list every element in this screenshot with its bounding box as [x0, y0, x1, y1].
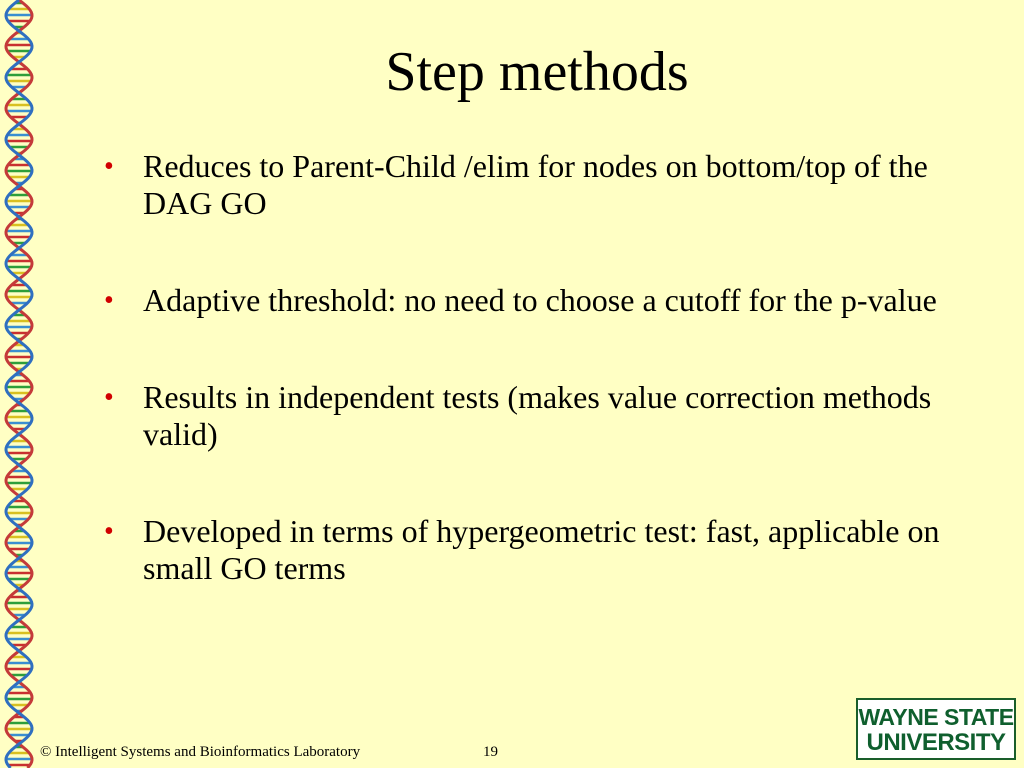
page-number: 19: [483, 744, 498, 760]
bullet-text: Results in independent tests (makes value correction methods valid): [143, 379, 932, 452]
bullet-item: [100, 282, 970, 319]
bullet-list: [100, 148, 970, 647]
slide-title: Step methods: [385, 41, 689, 103]
logo-line-1: WAYNE STATE: [858, 704, 1014, 730]
bullet-marker: •: [104, 285, 114, 316]
bullet-text: Developed in terms of hypergeometric test: fast, applicable on small GO terms: [143, 513, 940, 586]
bullet-item: [100, 148, 970, 222]
bullet-marker: •: [104, 382, 114, 413]
bullet-marker: •: [104, 151, 114, 182]
bullet-text: Reduces to Parent-Child /elim for nodes on bottom/top of the DAG GO: [143, 148, 928, 221]
bullet-text: Adaptive threshold: no need to choose a cutoff for the p-value: [143, 282, 937, 318]
bullet-item: [100, 379, 970, 453]
bullet-marker: •: [104, 516, 114, 547]
logo-line-2: UNIVERSITY: [866, 729, 1006, 756]
bullet-item: [100, 513, 970, 587]
footer-copyright: © Intelligent Systems and Bioinformatics Laboratory: [40, 744, 361, 760]
dna-helix-decoration: [0, 0, 40, 768]
wayne-state-logo: [856, 698, 1016, 760]
